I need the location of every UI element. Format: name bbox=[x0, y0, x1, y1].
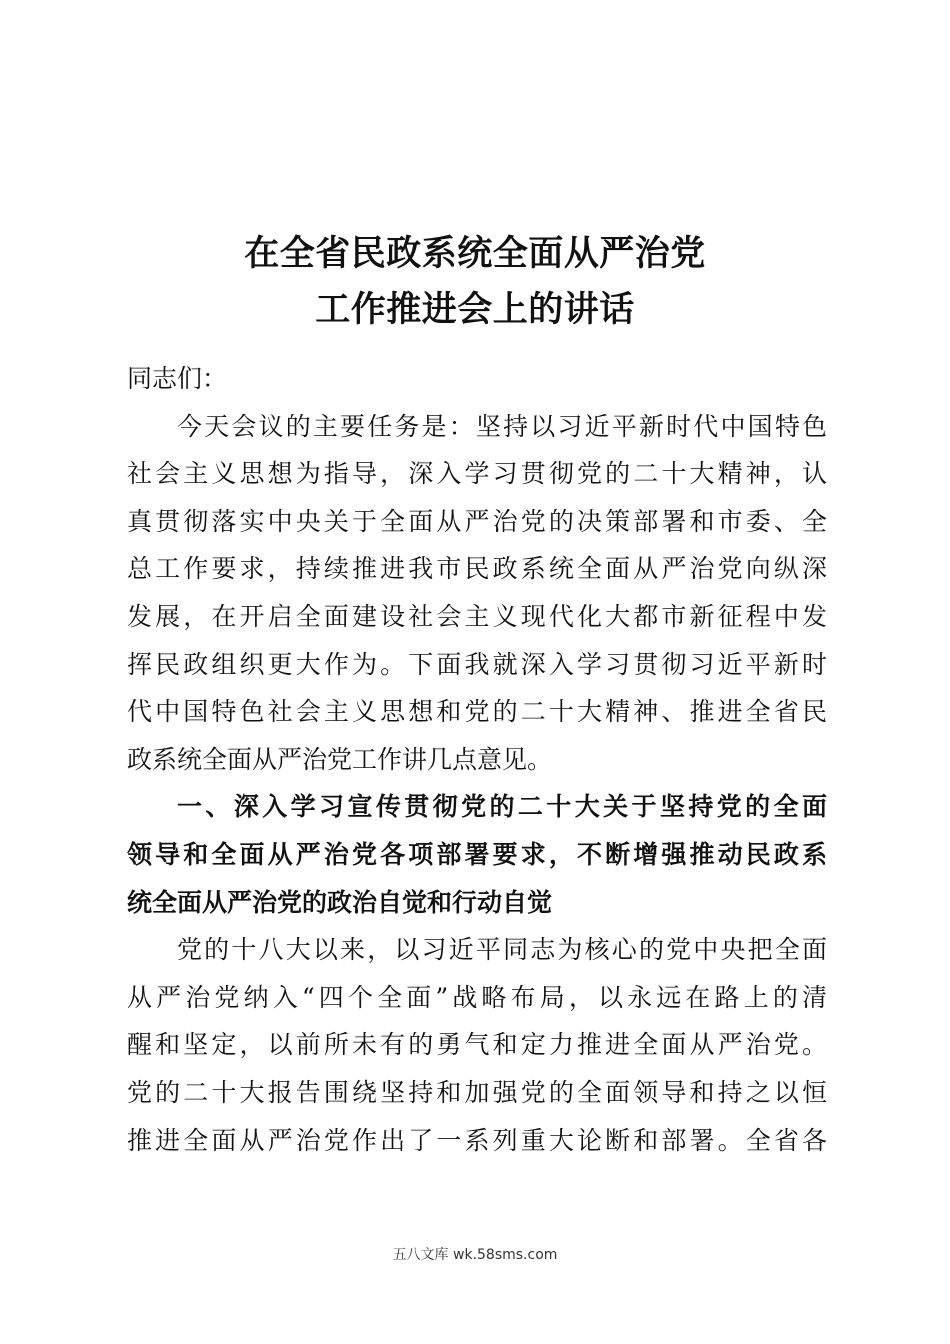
paragraph-line: 从严治党纳入“四个全面”战略布局，以永远在路上的清 bbox=[127, 982, 827, 1012]
paragraph-line: 真贯彻落实中央关于全面从严治党的决策部署和市委、全 bbox=[127, 506, 827, 536]
paragraph-line: 党的二十大报告围绕坚持和加强党的全面领导和持之以恒 bbox=[127, 1077, 827, 1107]
heading-line: 一、深入学习宣传贯彻党的二十大关于坚持党的全面 bbox=[177, 792, 827, 822]
heading-line: 领导和全面从严治党各项部署要求，不断增强推动民政系 bbox=[127, 839, 827, 869]
paragraph-2 bbox=[127, 926, 827, 1164]
paragraph-line: 发展，在开启全面建设社会主义现代化大都市新征程中发 bbox=[127, 601, 827, 631]
paragraph-line: 党的十八大以来，以习近平同志为核心的党中央把全面 bbox=[177, 935, 827, 965]
paragraph-line: 政系统全面从严治党工作讲几点意见。 bbox=[127, 744, 553, 774]
title-line-2: 工作推进会上的讲话 bbox=[315, 289, 635, 330]
paragraph-line: 今天会议的主要任务是：坚持以习近平新时代中国特色 bbox=[177, 411, 827, 441]
paragraph-line: 社会主义思想为指导，深入学习贯彻党的二十大精神，认 bbox=[127, 459, 827, 489]
document-body bbox=[127, 355, 827, 1164]
heading-line: 统全面从严治党的政治自觉和行动自觉 bbox=[127, 887, 553, 917]
paragraph-line: 代中国特色社会主义思想和党的二十大精神、推进全省民 bbox=[127, 697, 827, 727]
title-line-1: 在全省民政系统全面从严治党 bbox=[244, 233, 706, 274]
paragraph-line: 总工作要求，持续推进我市民政系统全面从严治党向纵深 bbox=[127, 554, 827, 584]
document-title bbox=[0, 226, 950, 338]
paragraph-line: 醒和坚定，以前所未有的勇气和定力推进全面从严治党。 bbox=[127, 1030, 827, 1060]
paragraph-1 bbox=[127, 403, 827, 784]
paragraph-line: 挥民政组织更大作为。下面我就深入学习贯彻习近平新时 bbox=[127, 649, 827, 679]
salutation: 同志们： bbox=[127, 364, 228, 393]
footer-watermark: 五八文库 wk.58sms.com bbox=[392, 1247, 558, 1263]
section-heading-1 bbox=[127, 783, 827, 926]
paragraph-line: 推进全面从严治党作出了一系列重大论断和部署。全省各 bbox=[127, 1125, 827, 1155]
